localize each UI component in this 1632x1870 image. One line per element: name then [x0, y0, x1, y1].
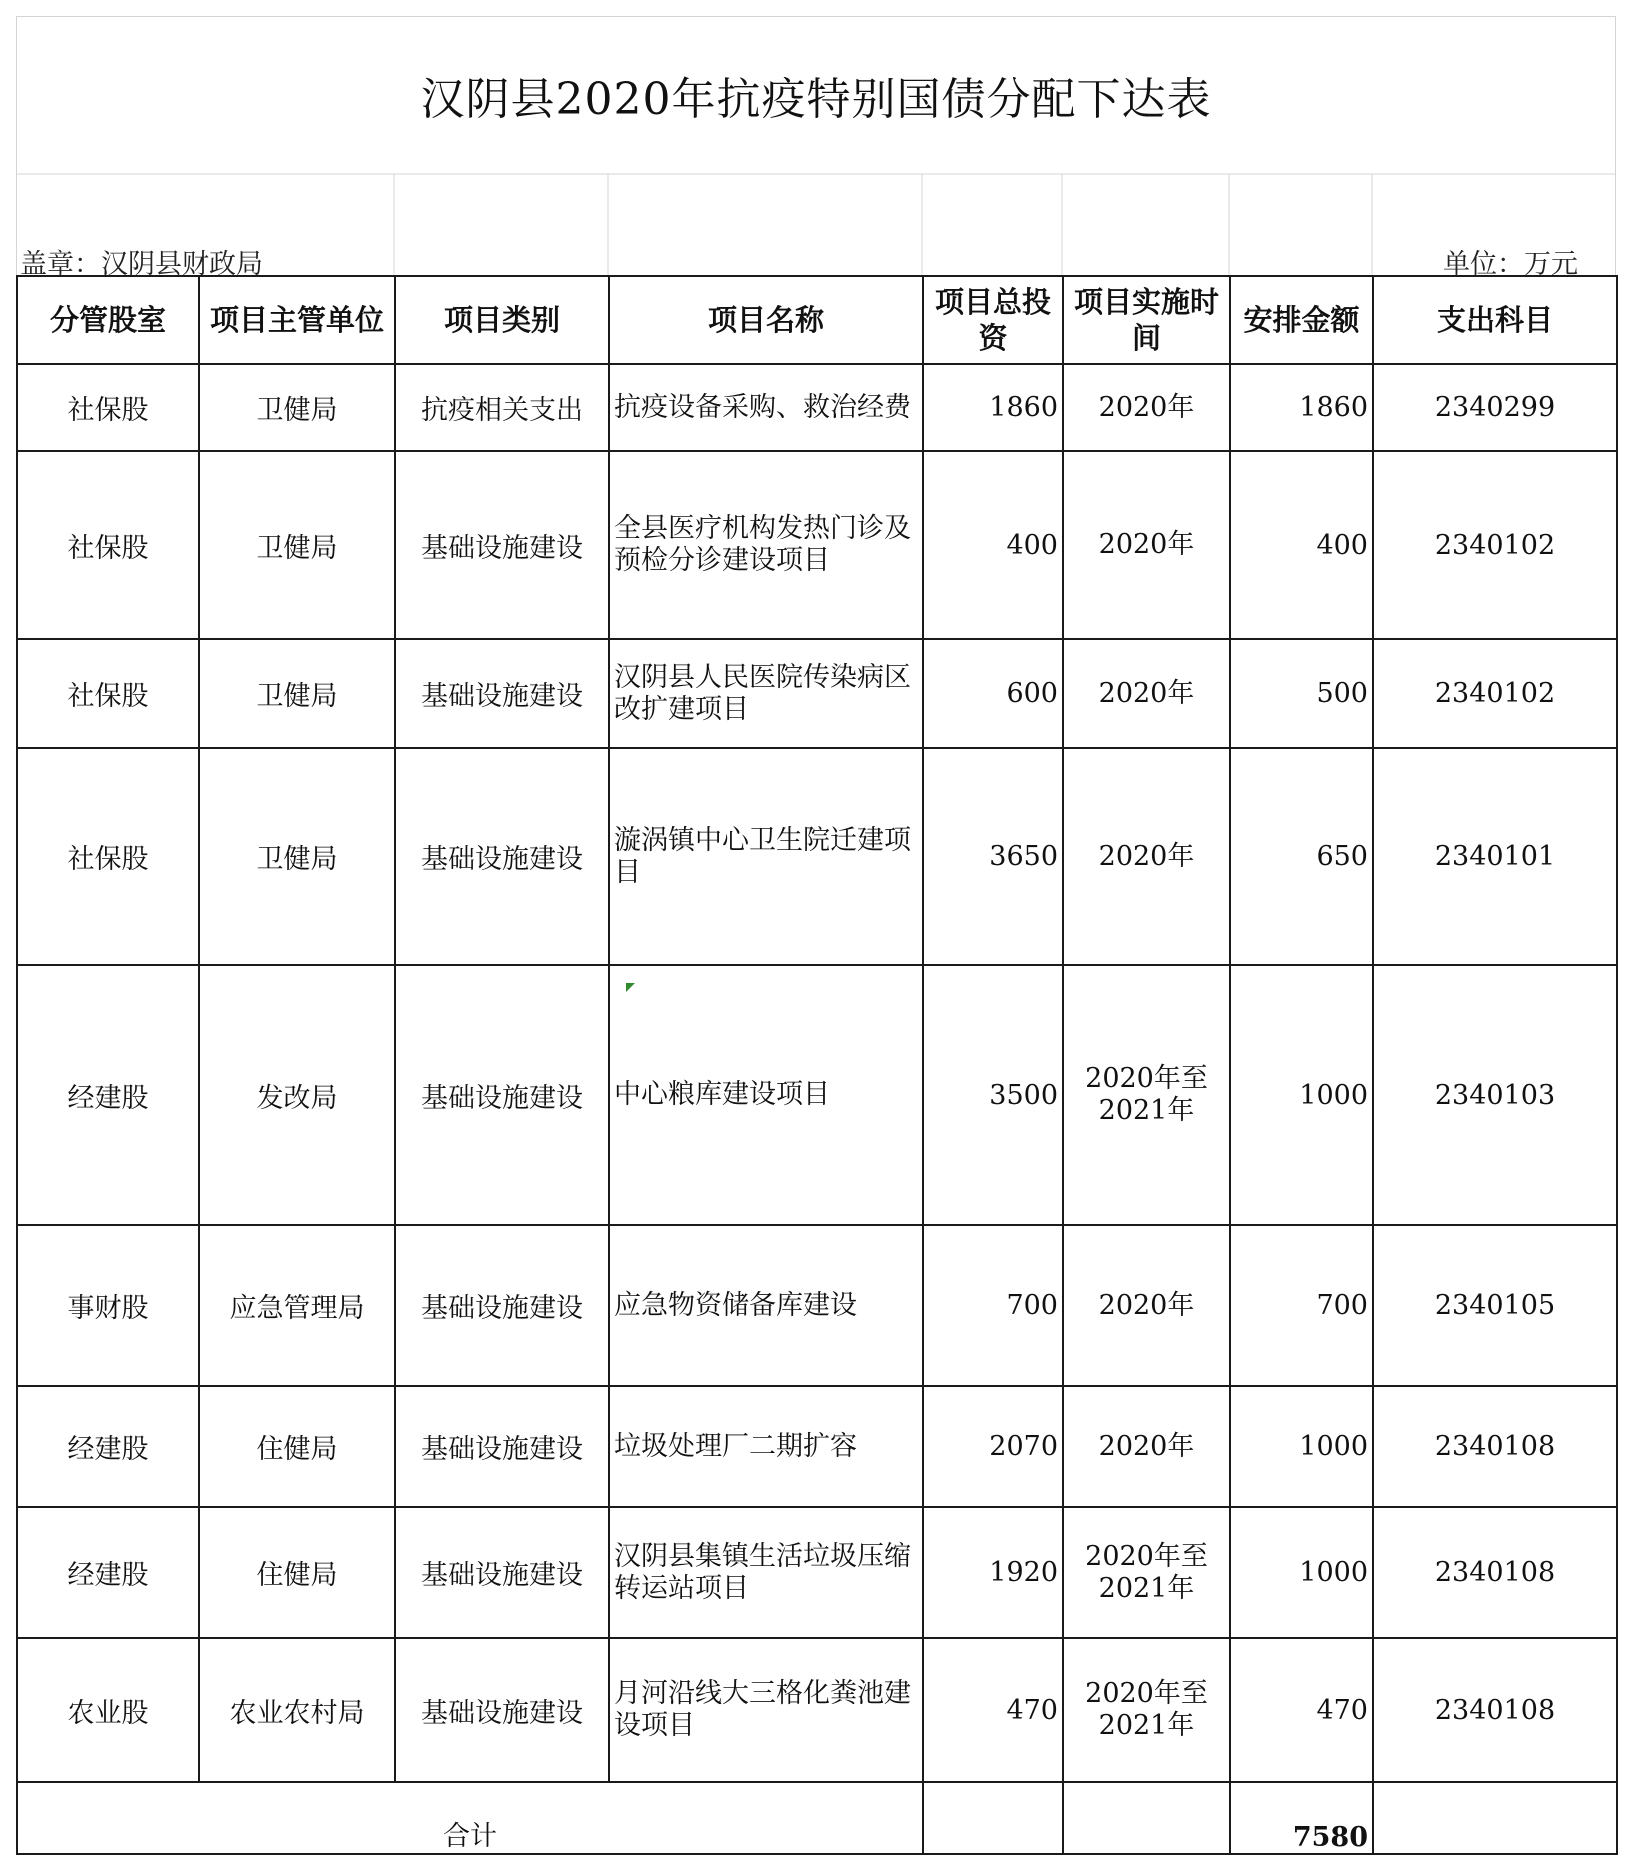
cell-name[interactable]: 漩涡镇中心卫生院迁建项目: [609, 748, 923, 965]
cell-category[interactable]: 基础设施建设: [395, 1507, 609, 1638]
cell-unit[interactable]: 住健局: [199, 1507, 395, 1638]
cell-unit[interactable]: 卫健局: [199, 364, 395, 451]
cell-dept[interactable]: 社保股: [17, 639, 199, 748]
cell-category[interactable]: 基础设施建设: [395, 1386, 609, 1507]
page-title: 汉阴县2020年抗疫特别国债分配下达表: [420, 74, 1212, 125]
header-total-investment[interactable]: 项目总投资: [923, 276, 1063, 364]
header-unit[interactable]: 项目主管单位: [199, 276, 395, 364]
cell-dept[interactable]: 社保股: [17, 364, 199, 451]
header-row: [17, 276, 1617, 364]
cell-dept[interactable]: 事财股: [17, 1225, 199, 1386]
cell-name[interactable]: 全县医疗机构发热门诊及预检分诊建设项目: [609, 451, 923, 639]
cell-unit[interactable]: 住健局: [199, 1386, 395, 1507]
table-row: [17, 1638, 1617, 1782]
cell-time[interactable]: 2020年: [1063, 451, 1230, 639]
cell-time[interactable]: 2020年: [1063, 364, 1230, 451]
cell-amount[interactable]: 700: [1230, 1225, 1373, 1386]
cell-category[interactable]: 抗疫相关支出: [395, 364, 609, 451]
cell-unit[interactable]: 发改局: [199, 965, 395, 1225]
cell-dept[interactable]: 农业股: [17, 1638, 199, 1782]
cell-category[interactable]: 基础设施建设: [395, 639, 609, 748]
table-row: [17, 1386, 1617, 1507]
cell-unit[interactable]: 应急管理局: [199, 1225, 395, 1386]
header-category[interactable]: 项目类别: [395, 276, 609, 364]
cell-amount[interactable]: 1000: [1230, 1386, 1373, 1507]
table-row: [17, 1225, 1617, 1386]
table-row: [17, 1507, 1617, 1638]
cell-subject[interactable]: 2340102: [1373, 639, 1617, 748]
total-amount[interactable]: 7580: [1230, 1782, 1373, 1854]
cell-time[interactable]: 2020年至2021年: [1063, 1638, 1230, 1782]
cell-subject[interactable]: 2340108: [1373, 1507, 1617, 1638]
cell-category[interactable]: 基础设施建设: [395, 1225, 609, 1386]
cell-name[interactable]: 抗疫设备采购、救治经费: [609, 364, 923, 451]
cell-subject[interactable]: 2340108: [1373, 1386, 1617, 1507]
cell-subject[interactable]: 2340101: [1373, 748, 1617, 965]
cell-name[interactable]: 垃圾处理厂二期扩容: [609, 1386, 923, 1507]
cell-subject[interactable]: 2340105: [1373, 1225, 1617, 1386]
cell-amount[interactable]: 470: [1230, 1638, 1373, 1782]
cell-category[interactable]: 基础设施建设: [395, 965, 609, 1225]
total-empty-cell[interactable]: [1373, 1782, 1617, 1854]
cell-amount[interactable]: 1000: [1230, 965, 1373, 1225]
cell-total-investment[interactable]: 470: [923, 1638, 1063, 1782]
cell-name[interactable]: 月河沿线大三格化粪池建设项目: [609, 1638, 923, 1782]
header-subject[interactable]: 支出科目: [1373, 276, 1617, 364]
total-empty-cell[interactable]: [923, 1782, 1063, 1854]
cell-name[interactable]: 汉阴县人民医院传染病区改扩建项目: [609, 639, 923, 748]
cell-unit[interactable]: 卫健局: [199, 748, 395, 965]
table-row: [17, 639, 1617, 748]
cell-amount[interactable]: 1000: [1230, 1507, 1373, 1638]
cell-total-investment[interactable]: 2070: [923, 1386, 1063, 1507]
spreadsheet-sheet: [16, 16, 1616, 1854]
cell-time[interactable]: 2020年至2021年: [1063, 1507, 1230, 1638]
cell-total-investment[interactable]: 400: [923, 451, 1063, 639]
cell-name[interactable]: 汉阴县集镇生活垃圾压缩转运站项目: [609, 1507, 923, 1638]
cell-total-investment[interactable]: 1860: [923, 364, 1063, 451]
cell-subject[interactable]: 2340102: [1373, 451, 1617, 639]
cell-amount[interactable]: 1860: [1230, 364, 1373, 451]
header-time[interactable]: 项目实施时间: [1063, 276, 1230, 364]
cell-amount[interactable]: 500: [1230, 639, 1373, 748]
cell-dept[interactable]: 经建股: [17, 1507, 199, 1638]
cell-name[interactable]: 中心粮库建设项目: [609, 965, 923, 1225]
cell-category[interactable]: 基础设施建设: [395, 748, 609, 965]
cell-total-investment[interactable]: 3650: [923, 748, 1063, 965]
cell-dept[interactable]: 社保股: [17, 451, 199, 639]
header-dept[interactable]: 分管股室: [17, 276, 199, 364]
cell-name[interactable]: 应急物资储备库建设: [609, 1225, 923, 1386]
cell-time[interactable]: 2020年: [1063, 639, 1230, 748]
allocation-table: [16, 275, 1618, 1855]
cell-amount[interactable]: 400: [1230, 451, 1373, 639]
header-name[interactable]: 项目名称: [609, 276, 923, 364]
cell-dept[interactable]: 社保股: [17, 748, 199, 965]
cell-amount[interactable]: 650: [1230, 748, 1373, 965]
table-row: [17, 748, 1617, 965]
cell-subject[interactable]: 2340299: [1373, 364, 1617, 451]
total-label[interactable]: 合计: [17, 1782, 923, 1854]
cell-dept[interactable]: 经建股: [17, 965, 199, 1225]
total-empty-cell[interactable]: [1063, 1782, 1230, 1854]
cell-time[interactable]: 2020年至2021年: [1063, 965, 1230, 1225]
unit-label: 单位：万元: [1443, 249, 1578, 280]
cell-total-investment[interactable]: 3500: [923, 965, 1063, 1225]
cell-unit[interactable]: 农业农村局: [199, 1638, 395, 1782]
cell-category[interactable]: 基础设施建设: [395, 1638, 609, 1782]
cell-subject[interactable]: 2340103: [1373, 965, 1617, 1225]
cell-subject[interactable]: 2340108: [1373, 1638, 1617, 1782]
cell-comment-marker: [626, 983, 635, 992]
cell-total-investment[interactable]: 600: [923, 639, 1063, 748]
seal-label: 盖章：汉阴县财政局: [20, 249, 263, 280]
header-amount[interactable]: 安排金额: [1230, 276, 1373, 364]
table-row: [17, 364, 1617, 451]
cell-time[interactable]: 2020年: [1063, 1386, 1230, 1507]
cell-total-investment[interactable]: 1920: [923, 1507, 1063, 1638]
cell-time[interactable]: 2020年: [1063, 1225, 1230, 1386]
cell-time[interactable]: 2020年: [1063, 748, 1230, 965]
total-row: [17, 1782, 1617, 1854]
cell-dept[interactable]: 经建股: [17, 1386, 199, 1507]
cell-total-investment[interactable]: 700: [923, 1225, 1063, 1386]
table-row: [17, 965, 1617, 1225]
cell-unit[interactable]: 卫健局: [199, 639, 395, 748]
cell-unit[interactable]: 卫健局: [199, 451, 395, 639]
table-row: [17, 451, 1617, 639]
cell-category[interactable]: 基础设施建设: [395, 451, 609, 639]
